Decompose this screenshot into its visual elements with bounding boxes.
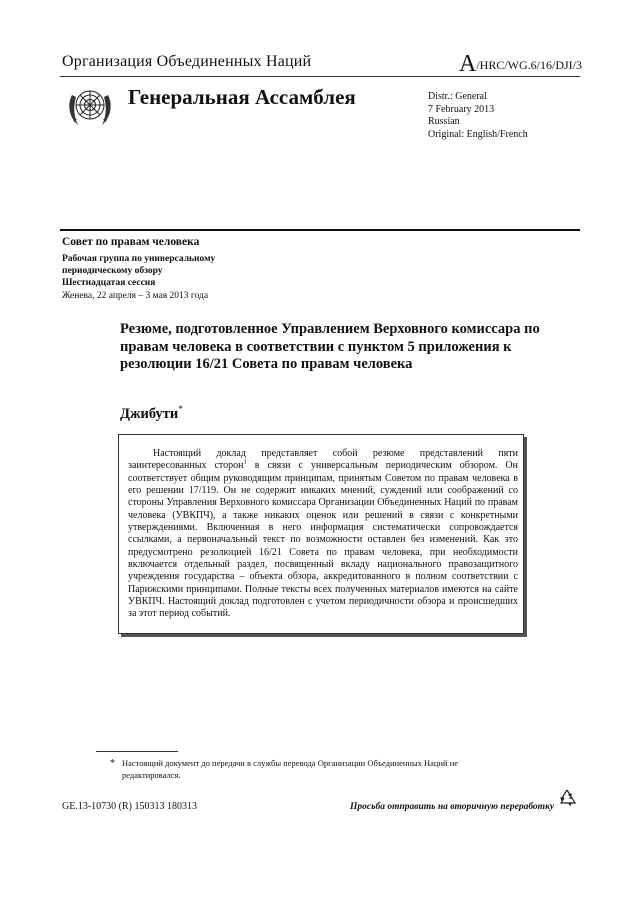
symbol-rest: /HRC/WG.6/16/DJI/3 [476,58,583,72]
distr-line: Distr.: General [428,91,487,102]
recycle-note: Просьба отправить на вторичную переработку [350,802,555,812]
language-line: Russian [428,116,460,127]
summary-footnote-ref: 1 [243,459,247,467]
document-symbol [459,52,582,76]
summary-part-2: в связи с универсальным периодическим обзором. Он соответствует общим руководящим принципам, принятым Советом по правам человека в его решении 17/119. Он не содержит никаких мнений, суждений или соображений со стороны Управления Верховного комиссара Организации Объединенных Наций по правам человека (УВКПЧ), а также никаких оценок или решений в связи с конкретными утверждениями. Включенная в него информация систематически сопровождается ссылками, а первоначальный текст по возможности оставлен без изменений. Как это предусмотрено резолюцией 16/21 Совета по правам человека, при необходимости включается отдельный раздел, посвященный вкладу национального правозащитного учреждения государства – объекта обзора, аккредитованного в полном соответствии с Парижскими принципами. Полные тексты всех полученных материалов имеются на сайте УВКПЧ. Настоящий доклад подготовлен с учетом периодичности обзора и происшедших за этот период событий. [128,460,518,620]
country-footnote-mark: * [178,404,183,414]
original-language-line: Original: English/French [428,128,528,140]
organization-name: Организация Объединенных Наций [62,53,312,70]
job-number: GE.13-10730 (R) 150313 180313 [62,801,197,812]
summary-part-1: Настоящий доклад представляет собой резюме представлений пяти заинтересованных сторон [128,448,518,472]
footnote-text: Настоящий документ до передачи в службы перевода Организации Объединенных Наций не редактировался. [122,758,459,780]
working-group-name: Рабочая группа по универсальному периодическому обзору [62,254,216,276]
country-heading [120,404,183,423]
symbol-initial: A [459,51,477,77]
country-name: Джибути [120,405,179,422]
footnote-mark: * [110,758,115,769]
council-name: Совет по правам человека [62,236,200,248]
recycle-icon [556,787,578,809]
document-title: Резюме, подготовленное Управлением Верховного комиссара по правам человека в соответствии с пунктом 5 приложения к резолюции 16/21 Совета по правам человека [120,321,540,372]
distribution-block [428,91,528,141]
separator-rule [60,229,580,231]
footnote-rule [96,751,178,752]
date-line: 7 February 2013 [428,103,495,115]
header-rule [60,76,580,77]
organ-name: Генеральная Ассамблея [128,85,356,109]
session-name: Шестнадцатая сессия [62,278,156,288]
session-location-dates: Женева, 22 апреля – 3 мая 2013 года [62,291,209,301]
summary-text [128,448,518,621]
un-emblem-icon [64,81,116,133]
